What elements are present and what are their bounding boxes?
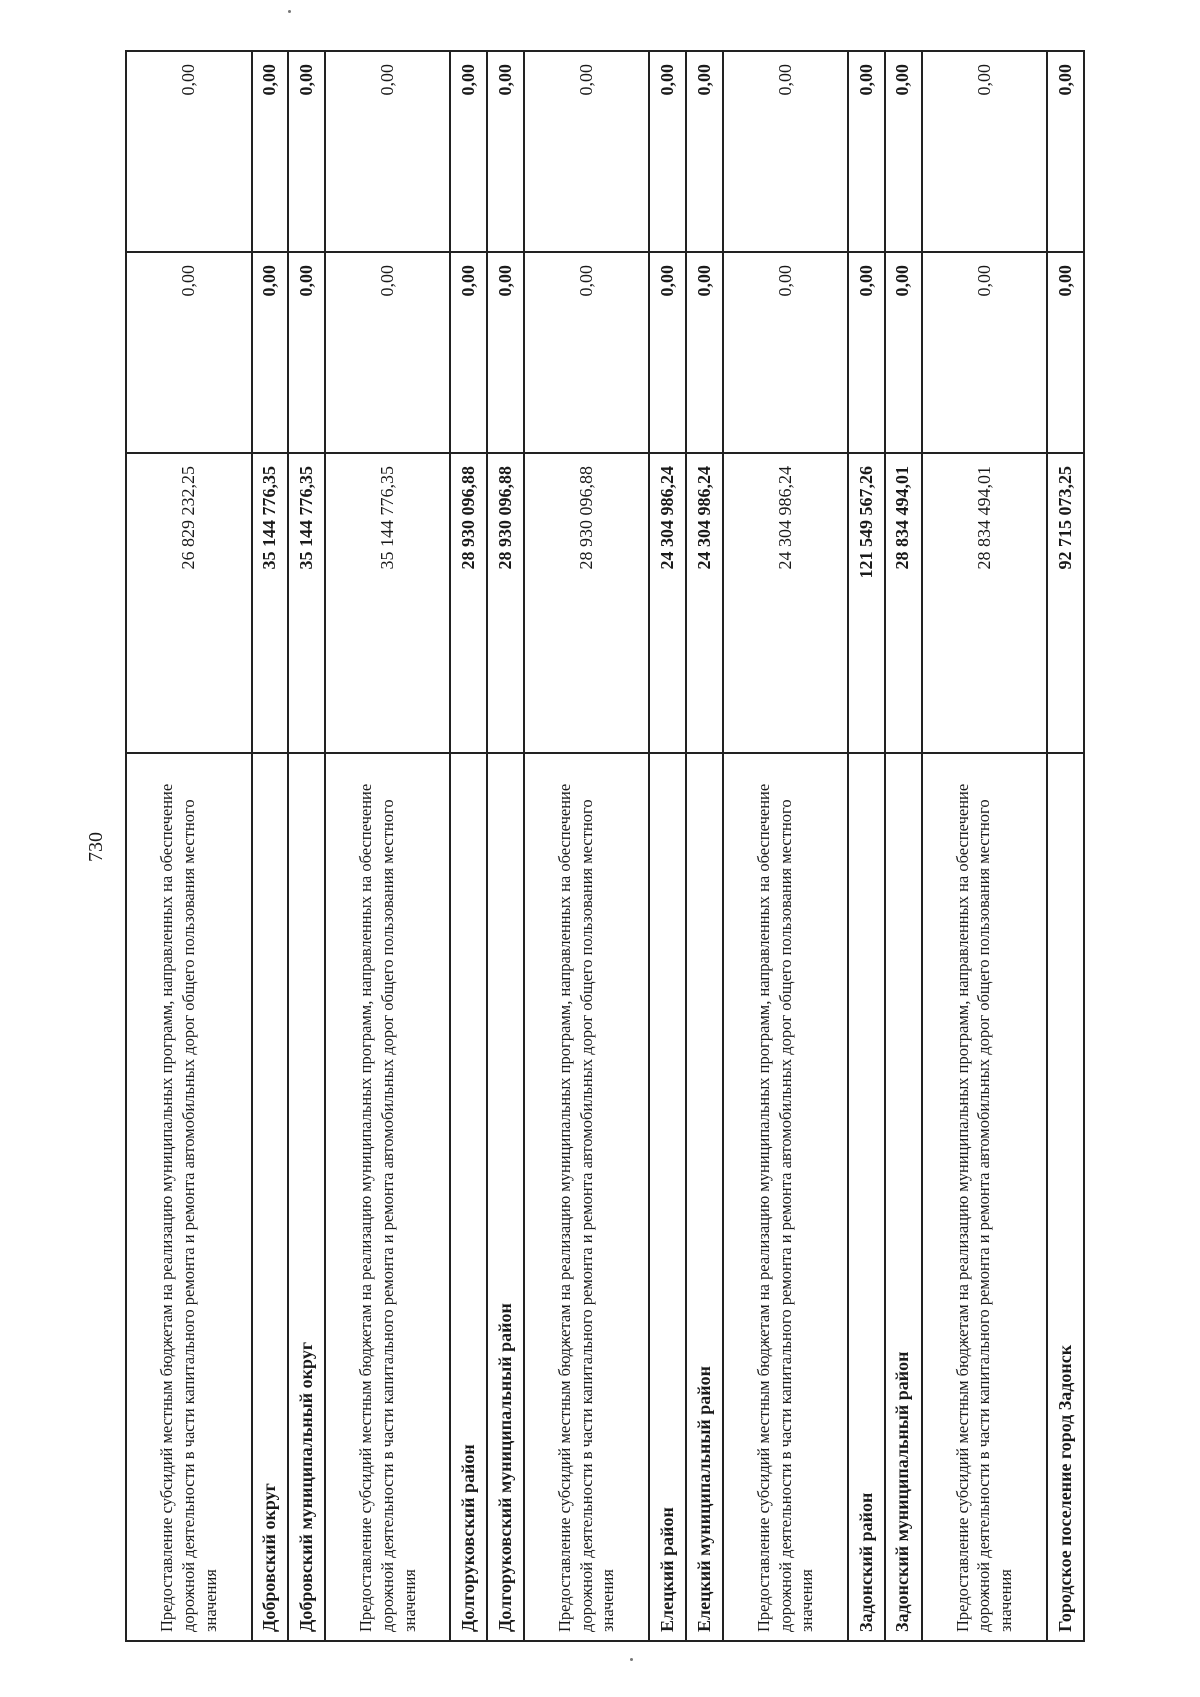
row-amount-cell: 121 549 567,26 <box>848 453 885 753</box>
row-name-cell: Предоставление субсидий местным бюджетам на реализацию муниципальных программ, направленных на обеспечение дорожной деятельности в части капитального ремонта и ремонта автомобильных дорог общего пользования местного значения <box>723 753 849 1641</box>
row-value-cell-4: 0,00 <box>252 51 289 252</box>
row-value-cell-3: 0,00 <box>325 252 451 453</box>
row-name-cell: Долгоруковский муниципальный район <box>487 753 524 1641</box>
row-value-cell-3: 0,00 <box>723 252 849 453</box>
row-amount-cell: 28 834 494,01 <box>885 453 922 753</box>
table-row <box>848 51 885 1641</box>
row-amount-cell: 26 829 232,25 <box>126 453 252 753</box>
table-row <box>450 51 487 1641</box>
table-row <box>649 51 686 1641</box>
row-amount-cell: 92 715 073,25 <box>1047 453 1084 753</box>
scan-speck <box>630 1658 633 1661</box>
row-name-cell: Добровский округ <box>252 753 289 1641</box>
budget-table <box>125 50 1085 1642</box>
row-value-cell-3: 0,00 <box>922 252 1048 453</box>
table-row <box>922 51 1048 1641</box>
row-amount-cell: 28 834 494,01 <box>922 453 1048 753</box>
budget-table-body <box>126 51 1084 1641</box>
row-amount-cell: 24 304 986,24 <box>686 453 723 753</box>
row-value-cell-4: 0,00 <box>922 51 1048 252</box>
table-row <box>524 51 650 1641</box>
table-row <box>126 51 252 1641</box>
row-value-cell-3: 0,00 <box>1047 252 1084 453</box>
row-value-cell-4: 0,00 <box>450 51 487 252</box>
row-name-cell: Задонский район <box>848 753 885 1641</box>
table-row <box>1047 51 1084 1641</box>
row-value-cell-4: 0,00 <box>524 51 650 252</box>
row-value-cell-4: 0,00 <box>723 51 849 252</box>
table-row <box>252 51 289 1641</box>
table-row <box>288 51 325 1641</box>
row-value-cell-4: 0,00 <box>848 51 885 252</box>
row-name-cell: Долгоруковский район <box>450 753 487 1641</box>
row-name-cell: Предоставление субсидий местным бюджетам на реализацию муниципальных программ, направленных на обеспечение дорожной деятельности в части капитального ремонта и ремонта автомобильных дорог общего пользования местного значения <box>325 753 451 1641</box>
row-name-cell: Предоставление субсидий местным бюджетам на реализацию муниципальных программ, направленных на обеспечение дорожной деятельности в части капитального ремонта и ремонта автомобильных дорог общего пользования местного значения <box>126 753 252 1641</box>
row-value-cell-4: 0,00 <box>126 51 252 252</box>
row-name-cell: Предоставление субсидий местным бюджетам на реализацию муниципальных программ, направленных на обеспечение дорожной деятельности в части капитального ремонта и ремонта автомобильных дорог общего пользования местного значения <box>524 753 650 1641</box>
table-row <box>723 51 849 1641</box>
table-row <box>487 51 524 1641</box>
row-value-cell-3: 0,00 <box>252 252 289 453</box>
row-value-cell-4: 0,00 <box>885 51 922 252</box>
table-row <box>686 51 723 1641</box>
row-value-cell-4: 0,00 <box>288 51 325 252</box>
row-amount-cell: 24 304 986,24 <box>723 453 849 753</box>
row-amount-cell: 28 930 096,88 <box>487 453 524 753</box>
row-amount-cell: 24 304 986,24 <box>649 453 686 753</box>
rotated-table-container <box>125 52 1085 1642</box>
table-row <box>325 51 451 1641</box>
row-name-cell: Добровский муниципальный округ <box>288 753 325 1641</box>
row-value-cell-3: 0,00 <box>524 252 650 453</box>
row-amount-cell: 28 930 096,88 <box>450 453 487 753</box>
row-value-cell-3: 0,00 <box>885 252 922 453</box>
row-value-cell-3: 0,00 <box>288 252 325 453</box>
row-value-cell-4: 0,00 <box>325 51 451 252</box>
row-value-cell-3: 0,00 <box>487 252 524 453</box>
row-value-cell-4: 0,00 <box>487 51 524 252</box>
row-amount-cell: 35 144 776,35 <box>252 453 289 753</box>
scan-speck <box>288 10 291 13</box>
page-number: 730 <box>85 832 107 862</box>
row-value-cell-4: 0,00 <box>1047 51 1084 252</box>
row-name-cell: Задонский муниципальный район <box>885 753 922 1641</box>
row-amount-cell: 35 144 776,35 <box>288 453 325 753</box>
row-value-cell-3: 0,00 <box>686 252 723 453</box>
row-value-cell-4: 0,00 <box>686 51 723 252</box>
row-name-cell: Городское поселение город Задонск <box>1047 753 1084 1641</box>
row-value-cell-3: 0,00 <box>450 252 487 453</box>
row-amount-cell: 28 930 096,88 <box>524 453 650 753</box>
row-name-cell: Предоставление субсидий местным бюджетам на реализацию муниципальных программ, направленных на обеспечение дорожной деятельности в части капитального ремонта и ремонта автомобильных дорог общего пользования местного значения <box>922 753 1048 1641</box>
row-name-cell: Елецкий район <box>649 753 686 1641</box>
row-value-cell-4: 0,00 <box>649 51 686 252</box>
row-value-cell-3: 0,00 <box>126 252 252 453</box>
row-value-cell-3: 0,00 <box>649 252 686 453</box>
row-amount-cell: 35 144 776,35 <box>325 453 451 753</box>
row-name-cell: Елецкий муниципальный район <box>686 753 723 1641</box>
table-row <box>885 51 922 1641</box>
row-value-cell-3: 0,00 <box>848 252 885 453</box>
